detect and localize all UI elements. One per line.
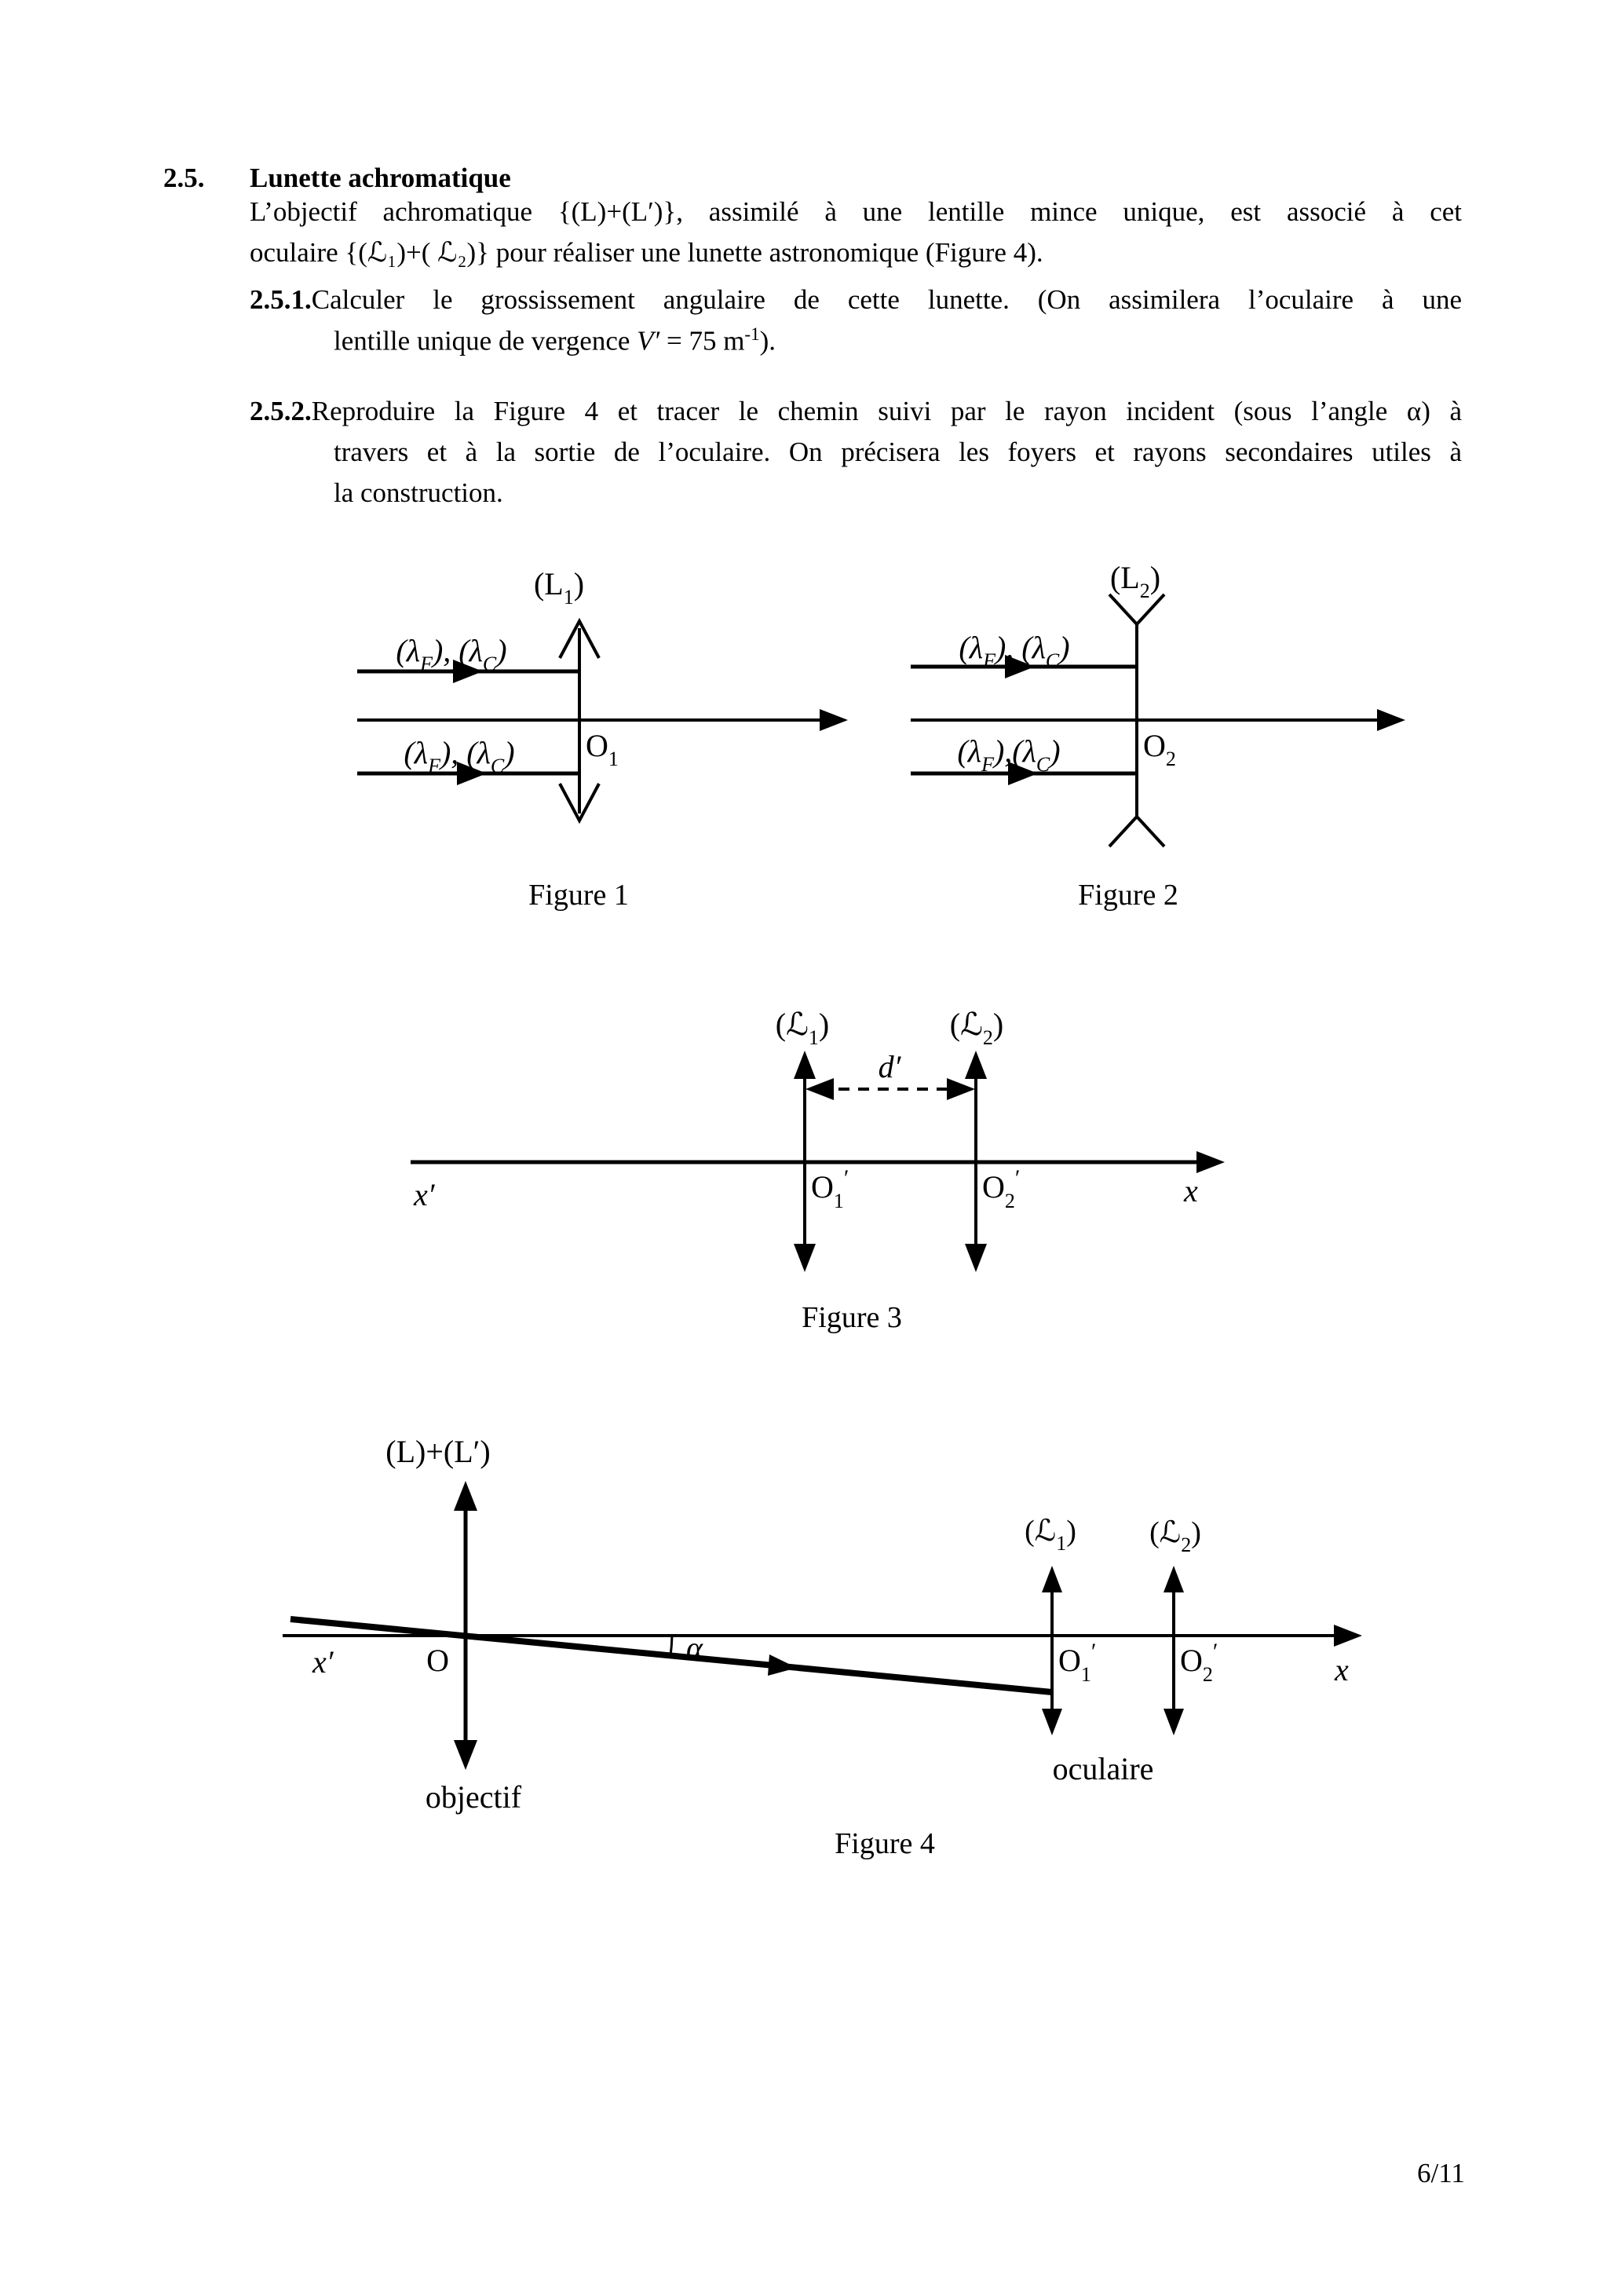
fig2-center-label: $O_2$ (1143, 728, 1176, 770)
fig2-lens-label: $(L_2)$ (1109, 560, 1161, 602)
fig1-lens-label: $(L_1)$ (533, 566, 585, 609)
fig3-distance-left-arrowhead-icon (806, 1078, 834, 1100)
fig2-caption: Figure 2 (1078, 879, 1178, 912)
fig1-caption: Figure 1 (528, 879, 629, 912)
fig4-caption: Figure 4 (835, 1827, 935, 1860)
fig4-center-O-label: O (426, 1643, 449, 1678)
question-2-5-2-text: Reproduire la Figure 4 et tracer le chemin suivi par le rayon incident (sous l’angle α) à (311, 396, 1462, 426)
fig3-center2-label: $O_2'$ (982, 1165, 1021, 1212)
fig3-lens1-top-arrowhead-icon (794, 1051, 816, 1079)
fig4-eyepiece-lens1-bottom-arrowhead-icon (1042, 1709, 1062, 1735)
fig4-objective-name: objectif (425, 1779, 522, 1815)
intro-line-1-text: L’objectif achromatique {(L)+(L′)}, assimilé à une lentille mince unique, est associé à cet (250, 196, 1462, 227)
fig2-wavelength-label-bottom: $(\lambda_F),(\lambda_C)$ (957, 733, 1061, 776)
fig3-distance-right-arrowhead-icon (947, 1078, 975, 1100)
fig2-lens-bottom-chevron-icon (1109, 817, 1164, 846)
fig1-wavelength-label-top: $(\lambda_F)$, $(\lambda_C)$ (396, 633, 507, 675)
fig1-axis-arrowhead-icon (820, 709, 848, 731)
fig4-eyepiece-lens1-top-arrowhead-icon (1042, 1566, 1062, 1592)
fig3-lens2-top-arrowhead-icon (965, 1051, 987, 1079)
fig4-axis-label-right: x (1335, 1652, 1349, 1687)
vergence-symbol: V′ (637, 325, 660, 356)
fig3-axis-label-left: x′ (414, 1177, 435, 1212)
figure-3-diagram (411, 1007, 1225, 1334)
question-2-5-2-text-2: travers et à la sortie de l’oculaire. On précisera les foyers et rayons secondaires utiles à (334, 437, 1462, 467)
fig4-lens2-label: (ℒ$_2$) (1149, 1516, 1201, 1556)
fig2-wavelength-label-top: $(\lambda_F)$, $(\lambda_C)$ (959, 630, 1070, 672)
fig4-axis-label-left: x′ (312, 1644, 334, 1680)
fig3-center1-label: $O_1'$ (811, 1165, 849, 1212)
fig4-center1-label: $O_1'$ (1058, 1639, 1097, 1686)
fig4-objective-label: (L)+(L′) (385, 1434, 491, 1469)
fig4-axis-arrowhead-icon (1334, 1625, 1362, 1647)
question-2-5-2-number: 2.5.2. (250, 396, 312, 426)
fig4-objective-bottom-arrowhead-icon (454, 1740, 477, 1770)
vergence-value: = 75 m (659, 325, 745, 356)
fig3-distance-label: d′ (878, 1049, 901, 1084)
fig4-angle-arc (670, 1636, 672, 1656)
question-2-5-1-text: Calculer le grossissement angulaire de cette lunette. (On assimilera l’oculaire à une (311, 284, 1462, 315)
fig3-axis-arrowhead-icon (1196, 1151, 1225, 1173)
vergence-exponent: -1 (744, 324, 760, 344)
vergence-text-pre: lentille unique de vergence (334, 325, 637, 356)
figure-1-diagram (357, 566, 848, 912)
fig2-lens-top-chevron-icon (1109, 594, 1164, 624)
fig4-objective-top-arrowhead-icon (454, 1481, 477, 1511)
fig4-eyepiece-lens2-bottom-arrowhead-icon (1164, 1709, 1184, 1735)
figure-4-diagram (283, 1434, 1362, 1860)
fig3-axis-label-right: x (1184, 1173, 1198, 1208)
fig3-caption: Figure 3 (802, 1301, 902, 1334)
fig3-lens1-label: (ℒ$_1$) (775, 1007, 830, 1049)
fig4-eyepiece-name: oculaire (1052, 1751, 1154, 1786)
intro-line-2-text: oculaire {(ℒ₁)+( ℒ₂)} pour réaliser une lunette astronomique (Figure 4). (250, 237, 1043, 268)
fig4-center2-label: $O_2'$ (1180, 1639, 1218, 1686)
fig4-eyepiece-lens2-top-arrowhead-icon (1164, 1566, 1184, 1592)
fig3-lens1-bottom-arrowhead-icon (794, 1244, 816, 1272)
fig3-lens2-label: (ℒ$_2$) (949, 1007, 1004, 1049)
question-2-5-2-text-3: la construction. (334, 477, 503, 508)
figure-2-diagram (911, 560, 1405, 912)
fig4-lens1-label: (ℒ$_1$) (1025, 1515, 1076, 1555)
vergence-text-end: ). (759, 325, 776, 356)
section-title: Lunette achromatique (250, 163, 511, 193)
question-2-5-1-number: 2.5.1. (250, 284, 312, 315)
fig3-lens2-bottom-arrowhead-icon (965, 1244, 987, 1272)
fig1-wavelength-label-bottom: $(\lambda_F)$, $(\lambda_C)$ (404, 735, 515, 777)
page-number: 6/11 (1417, 2158, 1465, 2188)
fig1-center-label: $O_1$ (586, 728, 619, 770)
section-number: 2.5. (163, 163, 205, 193)
fig4-angle-label: α (686, 1630, 703, 1665)
fig2-axis-arrowhead-icon (1377, 709, 1405, 731)
